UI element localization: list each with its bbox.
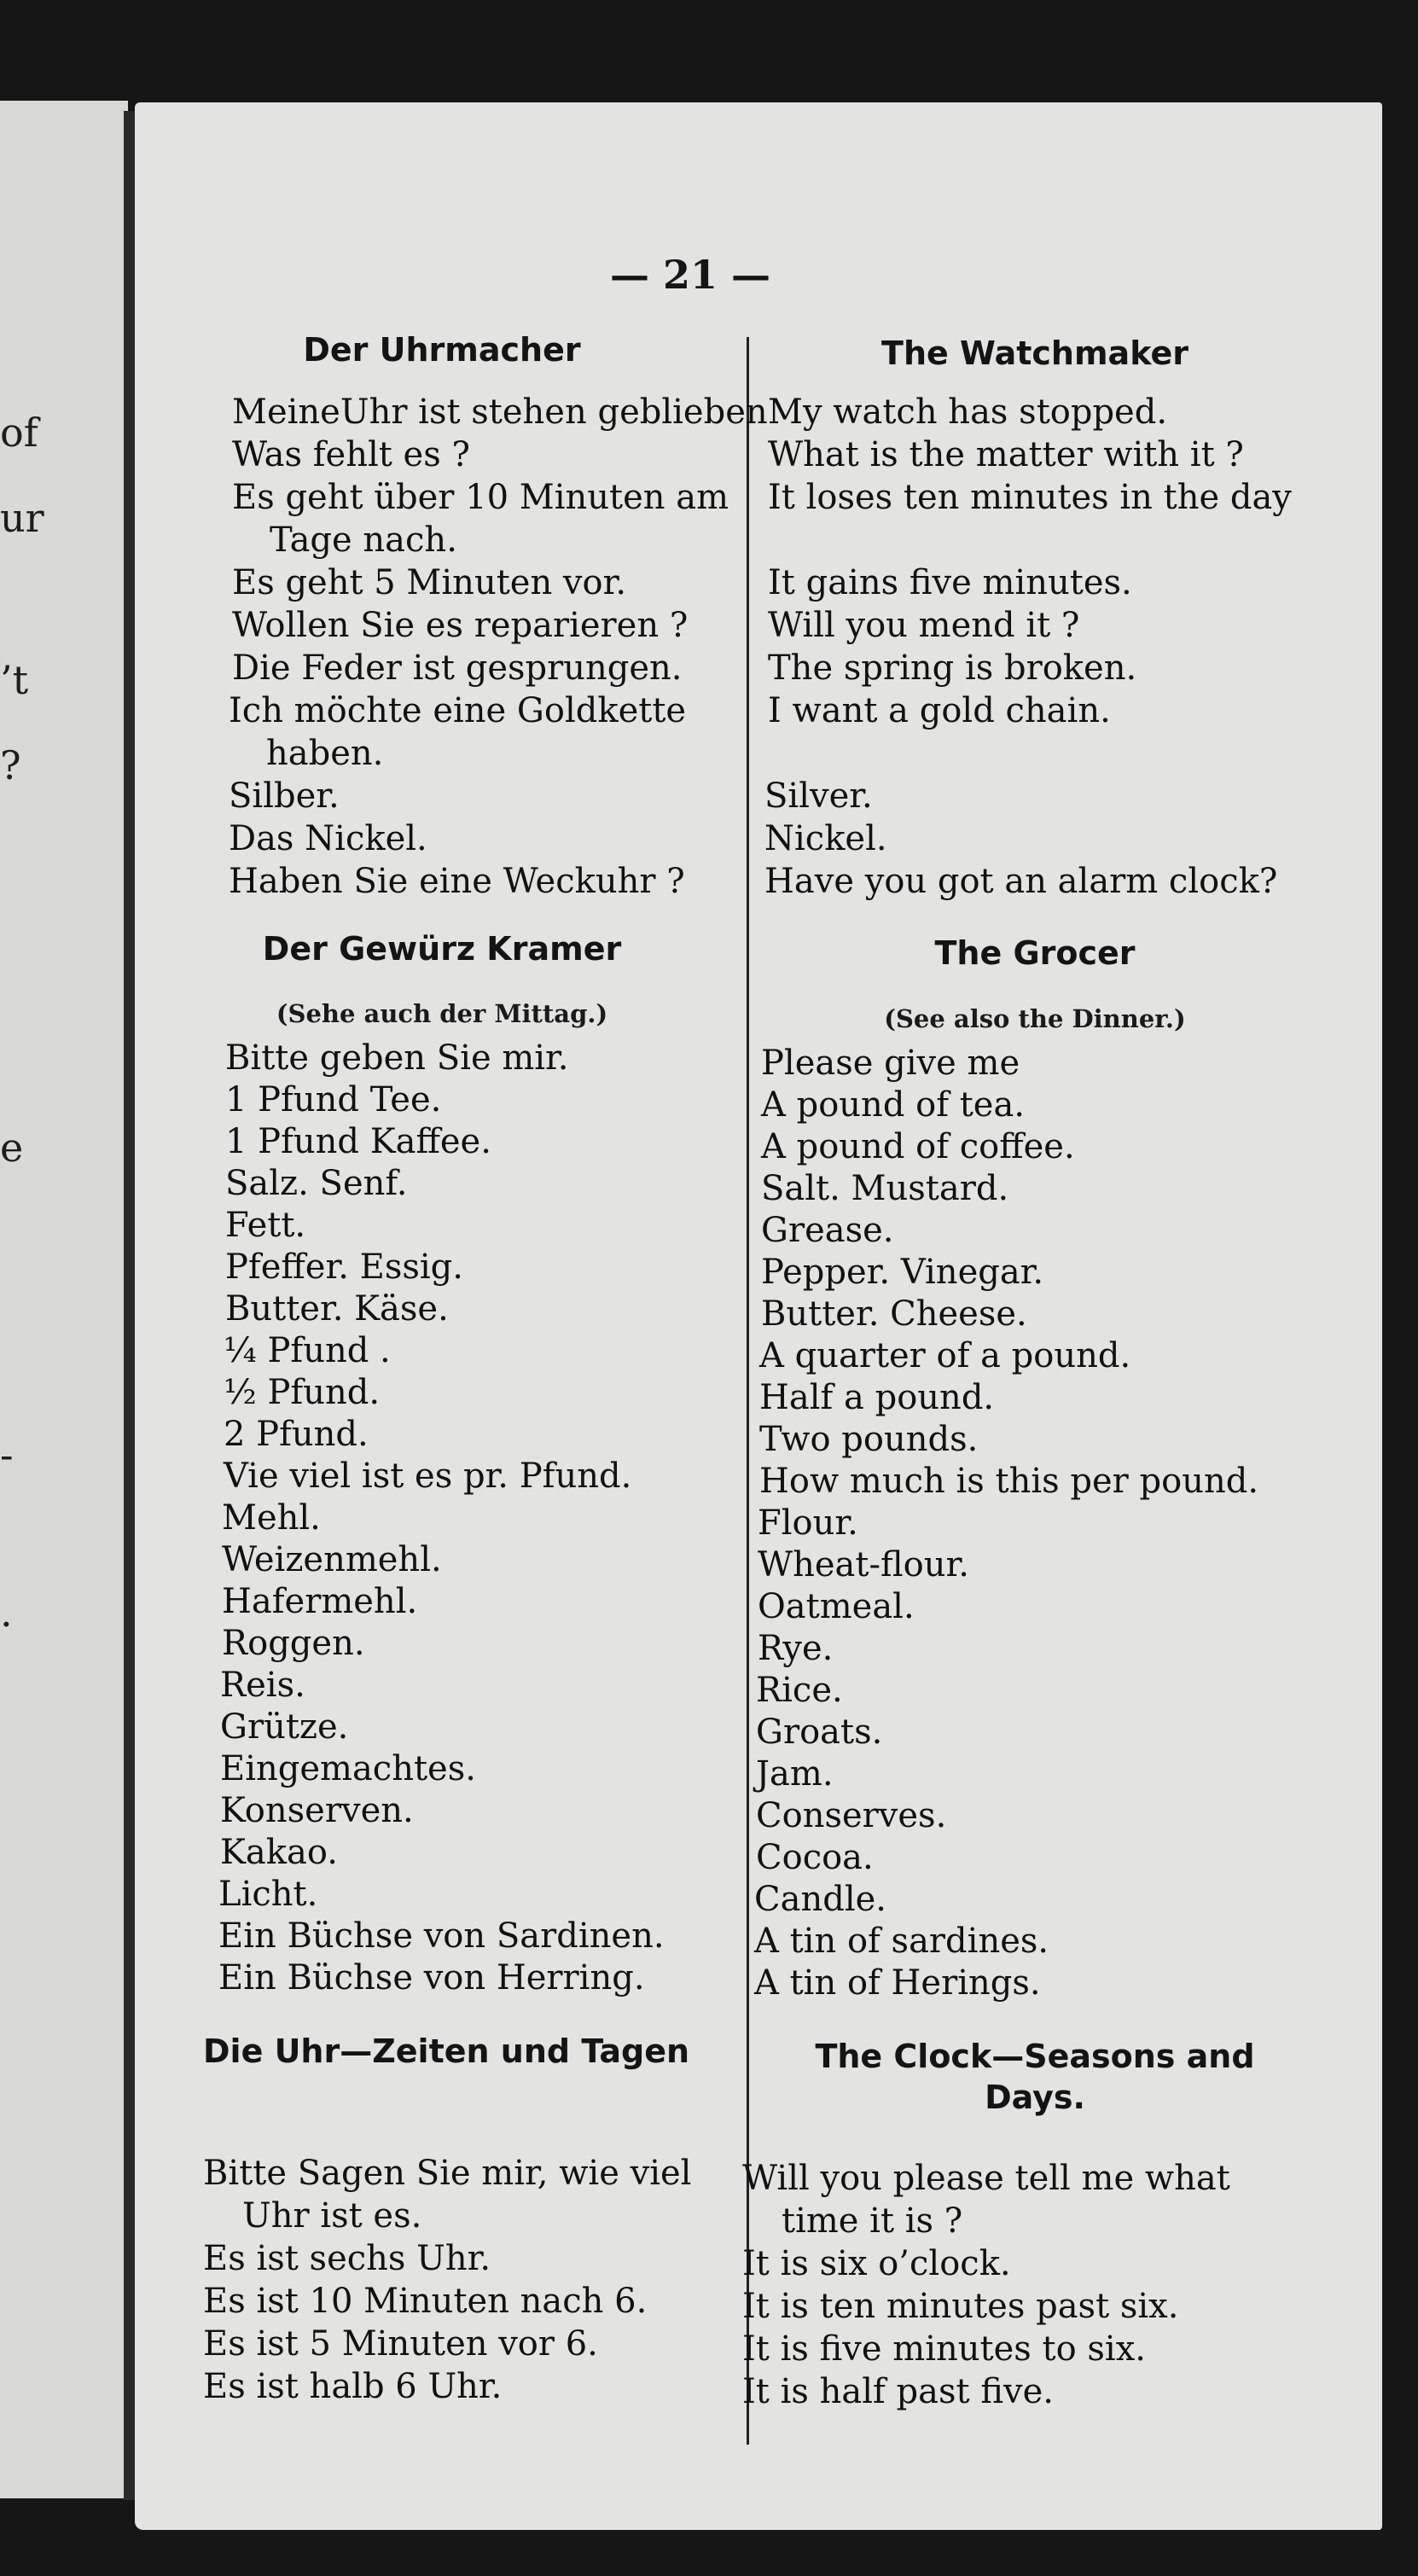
german-line: Eingemachtes.	[220, 1749, 476, 1788]
german-line: Licht.	[218, 1875, 318, 1914]
german-line: Weizenmehl.	[222, 1540, 442, 1579]
english-line: Cocoa.	[756, 1838, 874, 1877]
book-page	[135, 102, 1382, 2530]
german-line: Ein Büchse von Sardinen.	[218, 1916, 665, 1956]
english-line: Have you got an alarm clock?	[764, 862, 1278, 901]
german-line: Kakao.	[220, 1833, 338, 1872]
german-line: Uhr ist es.	[242, 2196, 422, 2236]
english-line: Nickel.	[764, 819, 887, 858]
german-line: Ich möchte eine Goldkette	[229, 691, 687, 730]
english-line: Will you mend it ?	[768, 606, 1080, 645]
english-line: My watch has stopped.	[768, 393, 1168, 432]
english-line: Pepper. Vinegar.	[761, 1253, 1044, 1292]
facing-page-edge	[0, 101, 128, 2498]
english-line: time it is ?	[782, 2201, 963, 2241]
german-line: Tage nach.	[270, 520, 457, 560]
section-heading-english: The Grocer	[934, 934, 1136, 972]
page-number: — 21 —	[609, 252, 771, 298]
german-line: Es ist halb 6 Uhr.	[203, 2367, 503, 2406]
section-heading-german: Die Uhr—Zeiten und Tagen	[203, 2032, 690, 2070]
german-line: Vie viel ist es pr. Pfund.	[224, 1457, 632, 1496]
english-line: Grease.	[761, 1211, 894, 1250]
german-line: Grütze.	[220, 1707, 349, 1747]
german-line: Es ist sechs Uhr.	[203, 2239, 491, 2278]
english-line: Half a pound.	[759, 1378, 995, 1417]
section-note-german: (Sehe auch der Mittag.)	[276, 999, 608, 1028]
german-line: Mehl.	[222, 1498, 321, 1538]
english-line: A tin of sardines.	[754, 1922, 1049, 1961]
german-line: Silber.	[229, 776, 340, 816]
section-heading-english: The Watchmaker	[881, 334, 1188, 372]
german-line: Es ist 10 Minuten nach 6.	[203, 2282, 648, 2321]
english-line: Please give me	[761, 1044, 1020, 1083]
german-line: Ein Büchse von Herring.	[218, 1958, 645, 1997]
section-heading-german: Der Gewürz Kramer	[262, 930, 622, 968]
german-line: Die Feder ist gesprungen.	[232, 648, 683, 688]
english-line: Rice.	[756, 1671, 843, 1710]
english-line: It is half past five.	[742, 2372, 1054, 2411]
english-line: It is five minutes to six.	[742, 2329, 1146, 2369]
german-line: Das Nickel.	[229, 819, 427, 858]
german-line: Es geht 5 Minuten vor.	[232, 563, 627, 602]
english-line: I want a gold chain.	[768, 691, 1111, 730]
german-line: Butter. Käse.	[225, 1289, 449, 1329]
facing-page-fragment: e	[0, 1125, 24, 1171]
english-line: Will you please tell me what	[742, 2159, 1230, 2198]
german-line: Bitte Sagen Sie mir, wie viel	[203, 2154, 692, 2193]
german-line: Es ist 5 Minuten vor 6.	[203, 2324, 598, 2364]
english-line: Rye.	[758, 1629, 834, 1668]
german-line: haben.	[266, 734, 384, 773]
facing-page-fragment: of	[0, 410, 38, 456]
facing-page-fragment: ?	[0, 742, 21, 788]
english-line: Silver.	[764, 776, 873, 816]
column-divider	[747, 337, 749, 2445]
english-line: Butter. Cheese.	[761, 1294, 1027, 1334]
section-heading-english: The Clock—Seasons and	[815, 2038, 1255, 2075]
german-line: Konserven.	[220, 1791, 414, 1830]
section-heading-english: Days.	[985, 2079, 1085, 2116]
english-line: Candle.	[754, 1880, 886, 1919]
facing-page-fragment: .	[0, 1590, 13, 1636]
section-heading-german: Der Uhrmacher	[303, 331, 581, 369]
german-line: Reis.	[220, 1666, 305, 1705]
english-line: It is ten minutes past six.	[742, 2287, 1179, 2326]
german-line: Wollen Sie es reparieren ?	[232, 606, 689, 645]
german-line: Was fehlt es ?	[232, 435, 470, 474]
english-line: How much is this per pound.	[759, 1462, 1259, 1501]
english-line: Oatmeal.	[758, 1587, 915, 1626]
english-line: Two pounds.	[759, 1420, 979, 1459]
facing-page-fragment: ur	[0, 495, 44, 541]
english-line: A pound of coffee.	[761, 1127, 1075, 1166]
german-line: Hafermehl.	[222, 1582, 418, 1621]
facing-page-fragment: -	[0, 1432, 14, 1478]
german-line: Haben Sie eine Weckuhr ?	[229, 862, 685, 901]
german-line: Fett.	[225, 1206, 306, 1245]
german-line: 2 Pfund.	[224, 1415, 369, 1454]
book-gutter	[124, 111, 136, 2500]
german-line: Salz. Senf.	[225, 1164, 408, 1203]
english-line: It gains five minutes.	[768, 563, 1132, 602]
english-line: It is six o’clock.	[742, 2244, 1011, 2283]
german-line: ½ Pfund.	[224, 1373, 381, 1412]
german-line: Bitte geben Sie mir.	[225, 1038, 569, 1078]
english-line: A tin of Herings.	[754, 1963, 1041, 2003]
english-line: Salt. Mustard.	[761, 1169, 1009, 1208]
german-line: 1 Pfund Kaffee.	[225, 1122, 491, 1161]
german-line: Pfeffer. Essig.	[225, 1247, 464, 1287]
english-line: It loses ten minutes in the day	[768, 478, 1292, 517]
english-line: Conserves.	[756, 1796, 947, 1835]
german-line: MeineUhr ist stehen geblieben	[232, 393, 768, 432]
english-line: The spring is broken.	[768, 648, 1137, 688]
german-line: 1 Pfund Tee.	[225, 1080, 442, 1119]
german-line: ¼ Pfund .	[224, 1331, 391, 1370]
section-note-english: (See also the Dinner.)	[884, 1004, 1186, 1033]
facing-page-fragment: ’t	[0, 657, 29, 703]
german-line: Es geht über 10 Minuten am	[232, 478, 729, 517]
english-line: What is the matter with it ?	[768, 435, 1244, 474]
english-line: Wheat-flour.	[758, 1545, 969, 1585]
german-line: Roggen.	[222, 1624, 365, 1663]
english-line: A pound of tea.	[761, 1085, 1026, 1125]
english-line: Jam.	[756, 1754, 834, 1794]
english-line: Flour.	[758, 1503, 858, 1543]
english-line: A quarter of a pound.	[759, 1336, 1131, 1375]
english-line: Groats.	[756, 1712, 883, 1752]
